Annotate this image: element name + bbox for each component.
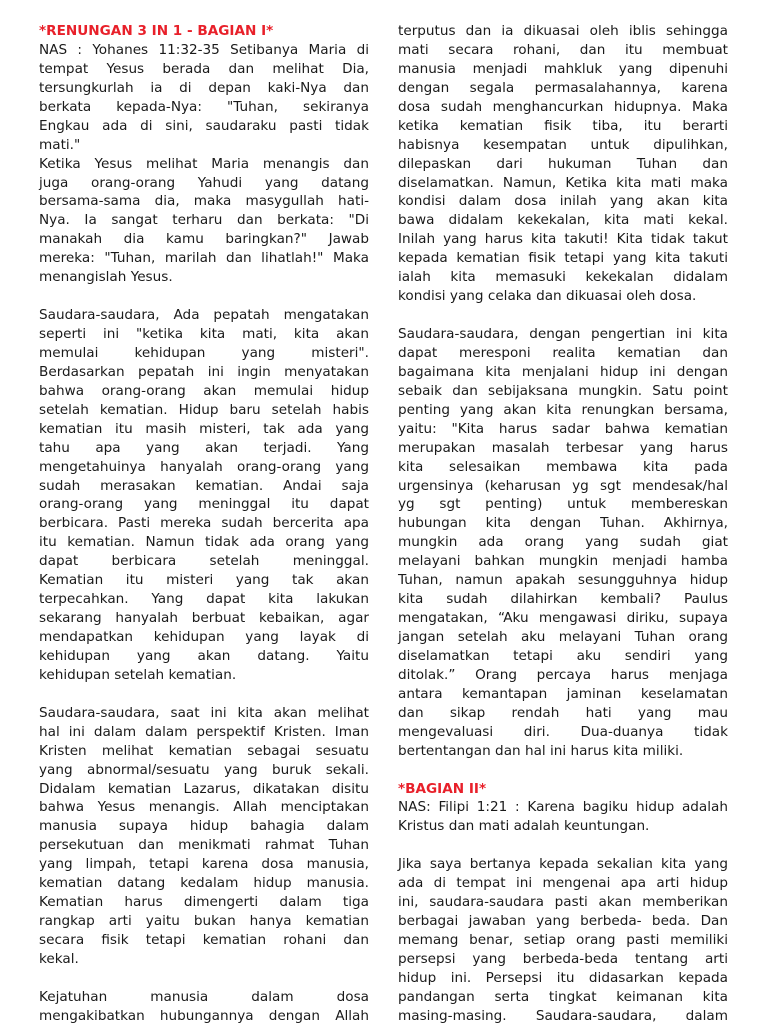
paragraph-gap	[398, 761, 728, 780]
text-line: habisnya kesempatan untuk dipulihkan,	[398, 136, 728, 153]
text-line: manusia supaya hidup bahagia dalam	[39, 818, 369, 835]
text-line: kita sudah dilahirkan kembali? Paulus	[398, 591, 728, 608]
text-line: manakah dia kamu baringkan?" Jawab	[39, 231, 369, 248]
text-line: secara fisik tetapi kematian rohani dan	[39, 932, 369, 948]
text-line: mengakibatkan hubungannya dengan Allah	[39, 1007, 369, 1024]
text-line: ialah kita memasuki kekekalan didalam	[398, 269, 728, 286]
text-line: hubungan kita dengan Tuhan. Akhirnya,	[398, 515, 728, 532]
text-line: terpecahkan. Yang dapat kita lakukan	[39, 591, 369, 608]
text-line: tempat Yesus berada dan melihat Dia,	[39, 60, 369, 77]
section-heading: *RENUNGAN 3 IN 1 - BAGIAN I*	[39, 23, 274, 39]
text-line: Nya. Ia sangat terharu dan berkata: "Di	[39, 212, 369, 229]
text-line: merupakan masalah terbesar yang harus	[398, 439, 728, 456]
text-line: yang limpah, tetapi karena dosa manusia,	[39, 856, 369, 873]
text-line: persepsi yang berbeda-beda tentang arti	[398, 950, 728, 967]
text-line: seperti ini "ketika kita mati, kita akan	[39, 326, 369, 342]
text-line: mengetahuinya hanyalah orang-orang yang	[39, 458, 369, 475]
text-line: NAS : Yohanes 11:32-35 Setibanya Maria di	[39, 41, 369, 58]
text-line: kematian datang kedalam hidup manusia.	[39, 875, 369, 892]
text-line: mendapatkan kehidupan yang layak di	[39, 629, 369, 645]
text-line: bagaimana kita menjalani hidup ini dengan	[398, 363, 728, 380]
text-line: sekarang hanyalah berbuat kebaikan, agar	[39, 610, 369, 627]
text-line: berkata kepada-Nya: "Tuhan, sekiranya	[39, 98, 369, 115]
text-line: berbagai jawaban yang berbeda- beda. Dan	[398, 913, 728, 930]
text-line: Saudara-saudara, dengan pengertian ini kita	[398, 326, 728, 342]
text-line: kehidupan setelah kematian.	[39, 666, 237, 683]
paragraph-gap	[39, 969, 369, 988]
text-line: bahwa orang-orang akan memulai hidup	[39, 382, 369, 399]
text-line: tersungkurlah ia di depan kaki-Nya dan	[39, 79, 369, 96]
text-line: rangkap arti yaitu bukan hanya kematian	[39, 913, 369, 930]
paragraph-gap	[39, 685, 369, 704]
text-line: setelah kematian. Hidup baru setelah habis	[39, 401, 369, 418]
text-line: kita selesaikan membawa kita pada	[398, 458, 728, 475]
text-line: menangislah Yesus.	[39, 269, 173, 286]
text-line: ada di tempat ini mengenai apa arti hidup	[398, 875, 728, 892]
text-line: hidup ini. Persepsi itu didasarkan kepada	[398, 969, 728, 986]
text-line: NAS: Filipi 1:21 : Karena bagiku hidup adalah	[398, 799, 728, 816]
text-line: bertentangan dan hal ini harus kita miliki.	[398, 742, 684, 759]
text-line: orang-orang yang meninggal itu dapat	[39, 496, 369, 513]
text-line: bawa didalam kekekalan, kita mati kekal.	[398, 212, 728, 229]
text-line: mungkin ada orang yang sudah giat	[398, 534, 728, 551]
text-line: Saudara-saudara, Ada pepatah mengatakan	[39, 307, 369, 324]
text-line: Berdasarkan pepatah ini ingin menyatakan	[39, 363, 369, 380]
paragraph-gap	[398, 306, 728, 325]
text-line: bahwa Yesus menangis. Allah menciptakan	[39, 799, 369, 816]
text-line: mereka: "Tuhan, marilah dan lihatlah!" Maka	[39, 250, 369, 267]
paragraph-gap	[398, 836, 728, 855]
text-line: dapat meresponi realita kematian dan	[398, 344, 728, 361]
text-line: yg sgt penting) untuk membereskan	[398, 496, 728, 513]
text-line: jangan setelah aku melayani Tuhan orang	[398, 629, 728, 645]
text-line: Kematian harus dimengerti dalam tiga	[39, 894, 369, 911]
text-line: Kristus dan mati adalah keuntungan.	[398, 818, 650, 835]
text-line: sebaik dan sebijaksana mungkin. Satu point	[398, 382, 728, 399]
text-line: memulai kehidupan yang misteri".	[39, 344, 369, 361]
text-line: persekutuan dan menikmati rahmat Tuhan	[39, 837, 369, 854]
text-line: antara kemantapan jaminan keselamatan	[398, 685, 728, 702]
text-line: itu kematian. Namun tidak ada orang yang	[39, 534, 369, 551]
text-line: dapat berbicara setelah meninggal.	[39, 553, 369, 570]
text-line: Saudara-saudara, saat ini kita akan melihat	[39, 704, 369, 721]
right-text-column	[398, 22, 728, 1026]
text-line: manusia menjadi mahkluk yang dipenuhi	[398, 60, 728, 77]
text-line: mati."	[39, 136, 81, 153]
text-line: yaitu: "Kita harus sadar bahwa kematian	[398, 420, 728, 437]
text-line: kepada kematian fisik tetapi yang kita takuti	[398, 250, 728, 267]
text-line: diselamatkan. Namun, Ketika kita mati maka	[398, 174, 728, 191]
text-line: kematian itu masih misteri, tak ada yang	[39, 420, 369, 437]
text-line: Ketika Yesus melihat Maria menangis dan	[39, 155, 369, 172]
text-line: melayani bahkan mungkin menjadi hamba	[398, 553, 728, 570]
text-line: kehidupan yang akan datang. Yaitu	[39, 647, 369, 664]
text-line: memang benar, setiap orang pasti memiliki	[398, 932, 728, 948]
text-line: dan sikap rendah hati yang mau	[398, 704, 728, 721]
text-line: dilepaskan dari hukuman Tuhan dan	[398, 155, 728, 172]
text-line: ini, saudara-saudara pasti akan memberikan	[398, 894, 728, 911]
text-line: pandangan serta tingkat keimanan kita	[398, 988, 728, 1005]
paragraph-gap	[39, 287, 369, 306]
section-heading: *BAGIAN II*	[398, 780, 487, 797]
text-line: sudah merasakan kematian. Andai saja	[39, 477, 369, 494]
text-line: mengatakan, “Aku mengawasi diriku, supaya	[398, 610, 728, 627]
left-text-column	[39, 22, 369, 1026]
text-line: Engkau ada di sini, saudaraku pasti tidak	[39, 117, 369, 134]
text-line: juga orang-orang Yahudi yang datang	[39, 174, 369, 191]
text-line: berbicara. Pasti mereka sudah bercerita apa	[39, 515, 369, 532]
text-line: kekal.	[39, 950, 79, 967]
text-line: penting yang akan kita renungkan bersama,	[398, 401, 728, 418]
text-line: Jika saya bertanya kepada sekalian kita yang	[398, 856, 728, 873]
text-line: dengan segala permasalahannya, karena	[398, 79, 728, 96]
text-line: Kristen melihat kematian sebagai sesuatu	[39, 742, 369, 759]
text-line: Didalam kematian Lazarus, dikatakan disitu	[39, 780, 369, 797]
text-line: Inilah yang harus kita takuti! Kita tidak takut	[398, 231, 728, 248]
text-line: mati secara rohani, dan itu membuat	[398, 41, 728, 58]
text-line: Kejatuhan manusia dalam dosa	[39, 988, 369, 1005]
text-line: diselamatkan tetapi aku sendiri yang	[398, 647, 728, 664]
text-line: kondisi dalam dosa inilah yang akan kita	[398, 193, 728, 210]
text-line: ditolak.” Orang percaya harus menjaga	[398, 666, 728, 683]
text-line: urgensinya (keharusan yg sgt mendesak/hal	[398, 477, 728, 494]
text-line: mengevaluasi diri. Dua-duanya tidak	[398, 723, 728, 740]
text-line: yang abnormal/sesuatu yang buruk sekali.	[39, 761, 369, 778]
text-line: bersama-sama dia, maka masygullah hati-	[39, 193, 369, 210]
text-line: terputus dan ia dikuasai oleh iblis sehingga	[398, 23, 728, 39]
text-line: hal ini dalam dalam perspektif Kristen. Iman	[39, 723, 369, 740]
text-line: Tuhan, namun apakah sesungguhnya hidup	[398, 572, 728, 589]
text-line: masing-masing. Saudara-saudara, dalam	[398, 1007, 728, 1024]
text-line: ketika kematian fisik tiba, itu berarti	[398, 117, 728, 134]
text-line: tahu apa yang akan terjadi. Yang	[39, 439, 369, 456]
text-line: dosa sudah menghancurkan hidupnya. Maka	[398, 98, 728, 115]
text-line: kondisi yang celaka dan dikuasai oleh dosa.	[398, 288, 697, 305]
text-line: Kematian itu misteri yang tak akan	[39, 572, 369, 589]
